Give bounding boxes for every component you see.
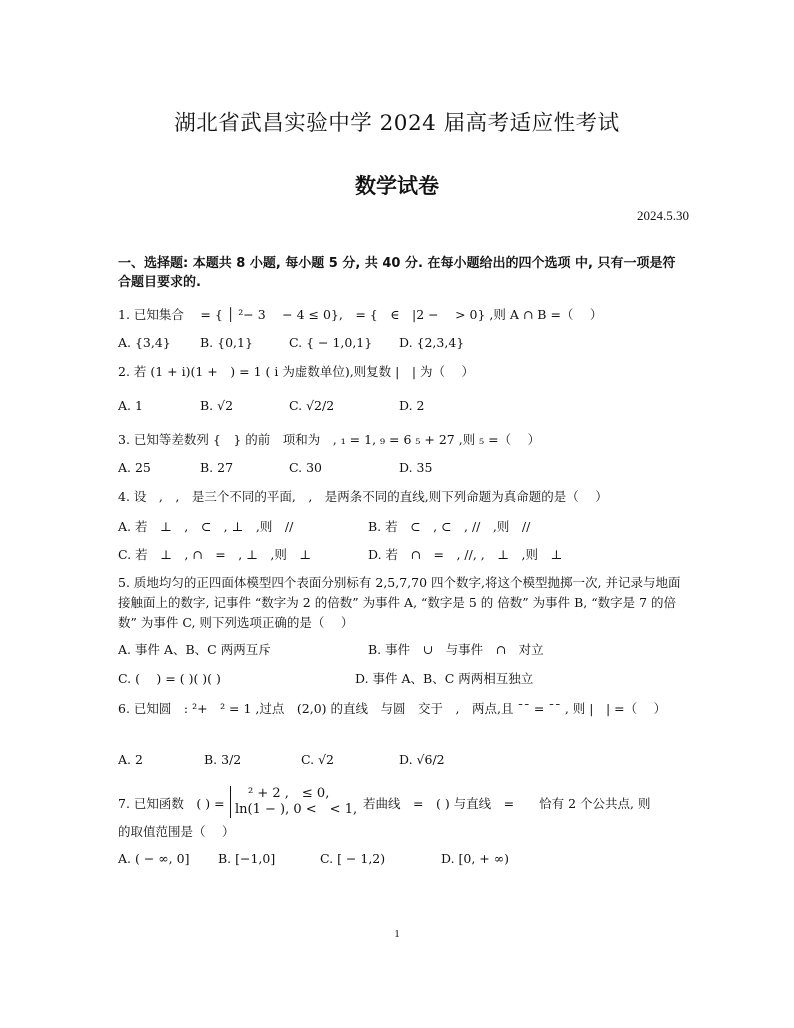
question-6-option-a: A. 2: [118, 752, 143, 767]
question-7-option-a: A. ( − ∞, 0]: [118, 851, 190, 866]
question-3-option-b: B. 27: [200, 460, 234, 475]
question-6-option-d: D. √6/2: [399, 752, 445, 767]
question-7-option-b: B. [−1,0]: [218, 851, 276, 866]
question-7-piece-2: ln(1 − ), 0 < < 1,: [235, 802, 358, 817]
question-2-option-c: C. √2/2: [289, 398, 335, 413]
question-1-option-c: C. { − 1,0,1}: [289, 335, 373, 350]
question-6-option-c: C. √2: [301, 752, 334, 767]
question-7-option-d: D. [0, + ∞): [441, 851, 510, 866]
question-4-stem: 4. 设 , , 是三个不同的平面, , 是两条不同的直线,则下列命题为真命题的是（ ）: [118, 489, 608, 504]
question-5-option-a: A. 事件 A、B、C 两两互斥: [118, 642, 271, 657]
question-6-stem: 6. 已知圆 : ²+ ² = 1 ,过点 (2,0) 的直线 与圆 交于 , 两点,且 ¯¯ = ¯¯ , 则 | | =（ ）: [118, 701, 667, 716]
question-1-option-d: D. {2,3,4}: [399, 335, 465, 350]
question-2-stem: 2. 若 (1 + i)(1 + ) = 1 ( i 为虚数单位),则复数 | | 为（ ）: [118, 364, 475, 379]
question-4-option-d: D. 若 ∩ = , //, , ⊥ ,则 ⊥: [368, 547, 563, 562]
question-5-stem: 5. 质地均匀的正四面体模型四个表面分别标有 2,5,7,70 四个数字,将这个模型抛掷一次, 并记录与地面接触面上的数字, 记事件 “数字为 2 的倍数” 为事件 A, “数字是 5 的 倍数” 为事件 B, “数字是 7 的倍数” 为事件 C, 则下列选项正确的是（ ）: [118, 575, 681, 630]
exam-subject: 数学试卷: [355, 174, 439, 198]
section-heading: 一、选择题: 本题共 8 小题, 每小题 5 分, 共 40 分. 在每小题给出的四个选项 中, 只有一项是符合题目要求的.: [118, 256, 676, 290]
question-5-option-b: B. 事件 ∪ 与事件 ∩ 对立: [368, 642, 544, 657]
question-4-option-a: A. 若 ⊥ , ⊂ , ⊥ ,则 //: [118, 519, 294, 534]
question-1-option-b: B. {0,1}: [200, 335, 253, 350]
question-4-option-b: B. 若 ⊂ , ⊂ , // ,则 //: [368, 519, 531, 534]
page-number: 1: [394, 928, 400, 940]
question-2-option-a: A. 1: [118, 398, 143, 413]
question-1-option-a: A. {3,4}: [118, 335, 171, 350]
exam-title: 湖北省武昌实验中学 2024 届高考适应性考试: [174, 111, 620, 136]
question-7-piecewise: [230, 786, 357, 818]
question-1-stem: 1. 已知集合 = { │ ²− 3 − 4 ≤ 0}, = { ∈ |2 − > 0} ,则 A ∩ B =（ ）: [118, 307, 603, 322]
question-7-stem-before: 7. 已知函数 ( ) =: [118, 796, 225, 811]
question-3-option-d: D. 35: [399, 460, 433, 475]
question-7-piece-1: ² + 2 , ≤ 0,: [235, 786, 330, 801]
question-3-option-c: C. 30: [289, 460, 322, 475]
question-2-option-d: D. 2: [399, 398, 425, 413]
exam-date: 2024.5.30: [637, 208, 689, 223]
question-7-stem-line-2: 的取值范围是（ ）: [118, 824, 235, 839]
question-2-option-b: B. √2: [200, 398, 234, 413]
question-5-option-d: D. 事件 A、B、C 两两相互独立: [355, 671, 534, 686]
question-7-option-c: C. [ − 1,2): [320, 851, 386, 866]
question-5-option-c: C. ( ) = ( )( )( ): [118, 671, 221, 686]
question-6-option-b: B. 3/2: [204, 752, 242, 767]
question-3-stem: 3. 已知等差数列 { } 的前 项和为 , ₁ = 1, ₉ = 6 ₅ + 27 ,则 ₅ =（ ）: [118, 432, 541, 447]
question-7-stem-after: 若曲线 = ( ) 与直线 = 恰有 2 个公共点, 则: [363, 796, 651, 811]
question-3-option-a: A. 25: [118, 460, 151, 475]
question-4-option-c: C. 若 ⊥ , ∩ = , ⊥ ,则 ⊥: [118, 547, 312, 562]
